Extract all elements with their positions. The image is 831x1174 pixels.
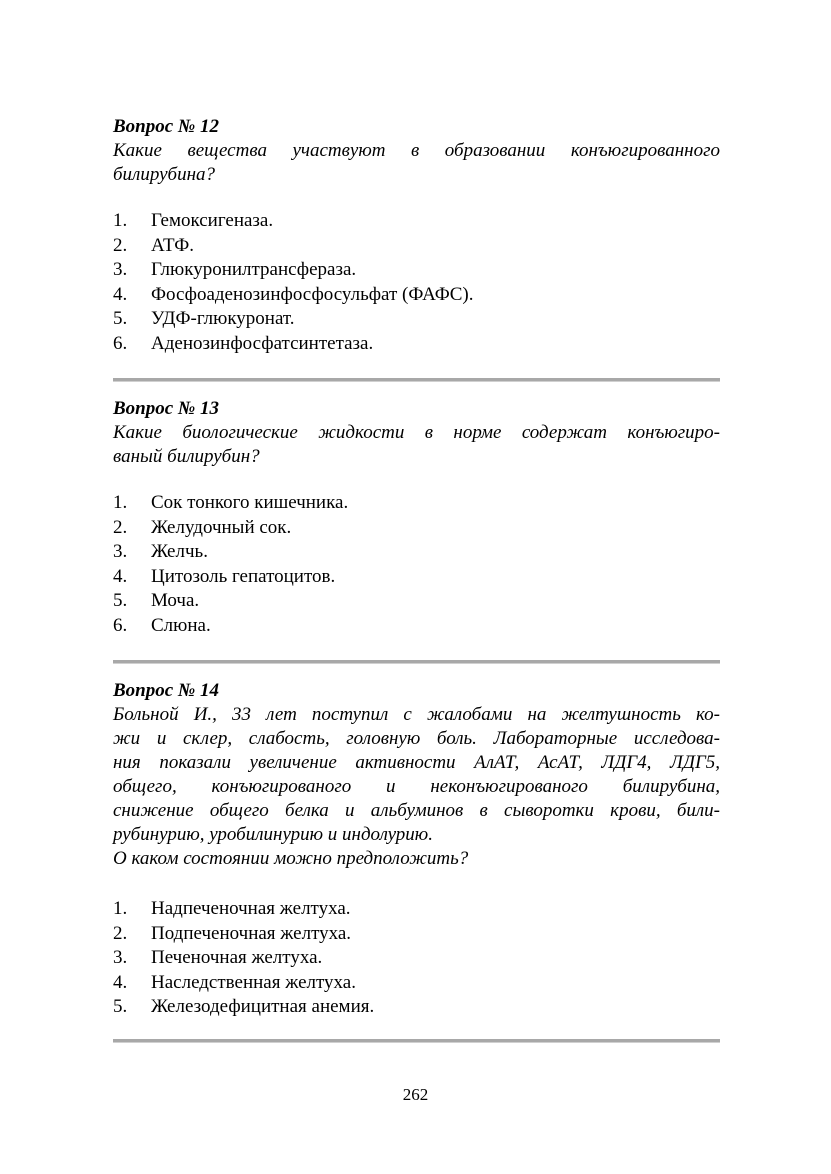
answer-item — [113, 971, 720, 996]
section-divider — [113, 660, 720, 664]
answer-text: Наследственная желтуха. — [151, 971, 356, 993]
answer-number: 2. — [113, 234, 128, 256]
answer-number: 3. — [113, 947, 128, 968]
answer-number: 1. — [113, 492, 128, 513]
question-12 — [113, 115, 720, 187]
answer-item — [113, 209, 720, 234]
answer-number: 4. — [113, 283, 128, 305]
answer-item — [113, 307, 720, 332]
question-title: Вопрос № 14 — [113, 680, 220, 701]
question-14 — [113, 679, 720, 871]
answer-item — [113, 491, 720, 516]
answer-text: Гемоксигеназа. — [151, 210, 274, 231]
answer-item — [113, 589, 720, 614]
answer-text: Фосфоаденозинфосфосульфат (ФАФС). — [151, 283, 474, 305]
question-text-line: общего, конъюгированого и неконъюгированого билирубина, — [113, 776, 720, 797]
question-13 — [113, 397, 720, 469]
question-text — [113, 139, 720, 187]
answer-text: Подпеченочная желтуха. — [151, 922, 352, 944]
section-divider — [113, 378, 720, 382]
answer-number: 6. — [113, 614, 128, 636]
answer-item — [113, 283, 720, 308]
question-text-line: Больной И., 33 лет поступил с жалобами на желтушность ко- — [113, 704, 720, 725]
answer-text: Цитозоль гепатоцитов. — [151, 565, 336, 587]
answer-text: Надпеченочная желтуха. — [151, 898, 351, 919]
question-text — [113, 421, 720, 469]
section-divider — [113, 1039, 720, 1043]
answer-number: 3. — [113, 259, 128, 280]
answer-item — [113, 516, 720, 541]
answer-text: Слюна. — [151, 614, 211, 636]
answer-text: Желудочный сок. — [151, 516, 292, 538]
page-number: 262 — [402, 1085, 429, 1104]
answer-item — [113, 897, 720, 922]
question-text-line: О каком состоянии можно предположить? — [113, 848, 469, 869]
answer-item — [113, 258, 720, 283]
answer-item — [113, 614, 720, 639]
question-text-line: Какие биологические жидкости в норме содержат конъюгиро- — [113, 422, 720, 443]
question-text-line: ния показали увеличение активности АлАТ, АсАТ, ЛДГ4, ЛДГ5, — [113, 752, 720, 773]
answer-text: Глюкуронилтрансфераза. — [151, 259, 357, 280]
question-title: Вопрос № 12 — [113, 116, 220, 137]
answer-item — [113, 332, 720, 357]
answer-list-14 — [113, 897, 720, 1020]
answer-number: 6. — [113, 332, 128, 354]
question-text — [113, 703, 720, 871]
answer-number: 1. — [113, 898, 128, 919]
answer-text: АТФ. — [151, 234, 195, 256]
answer-text: Моча. — [151, 590, 200, 611]
answer-item — [113, 922, 720, 947]
answer-number: 5. — [113, 308, 128, 329]
answer-text: Печеночная желтуха. — [151, 947, 323, 968]
answer-item — [113, 995, 720, 1020]
answer-number: 3. — [113, 541, 128, 562]
answer-list-13 — [113, 491, 720, 638]
answer-text: УДФ-глюкуронат. — [151, 308, 295, 329]
question-text-line: снижение общего белка и альбуминов в сыворотки крови, били- — [113, 800, 720, 821]
question-text-line: рубинурию, уробилинурию и индолурию. — [113, 824, 433, 845]
question-title: Вопрос № 13 — [113, 398, 220, 419]
question-text-line: ваный билирубин? — [113, 446, 260, 467]
answer-number: 5. — [113, 590, 128, 611]
answer-item — [113, 540, 720, 565]
answer-list-12 — [113, 209, 720, 356]
question-text-line: билирубина? — [113, 164, 216, 185]
answer-number: 4. — [113, 565, 128, 587]
question-text-line: Какие вещества участвуют в образовании конъюгированного — [113, 140, 720, 161]
answer-item — [113, 565, 720, 590]
answer-number: 1. — [113, 210, 128, 231]
answer-text: Сок тонкого кишечника. — [151, 492, 349, 513]
answer-item — [113, 234, 720, 259]
answer-item — [113, 946, 720, 971]
answer-number: 5. — [113, 996, 128, 1017]
answer-text: Аденозинфосфатсинтетаза. — [151, 332, 374, 354]
question-text-line: жи и склер, слабость, головную боль. Лабораторные исследова- — [113, 728, 720, 749]
answer-text: Желчь. — [151, 541, 208, 562]
answer-number: 2. — [113, 922, 128, 944]
answer-text: Железодефицитная анемия. — [151, 996, 375, 1017]
answer-number: 2. — [113, 516, 128, 538]
answer-number: 4. — [113, 971, 128, 993]
